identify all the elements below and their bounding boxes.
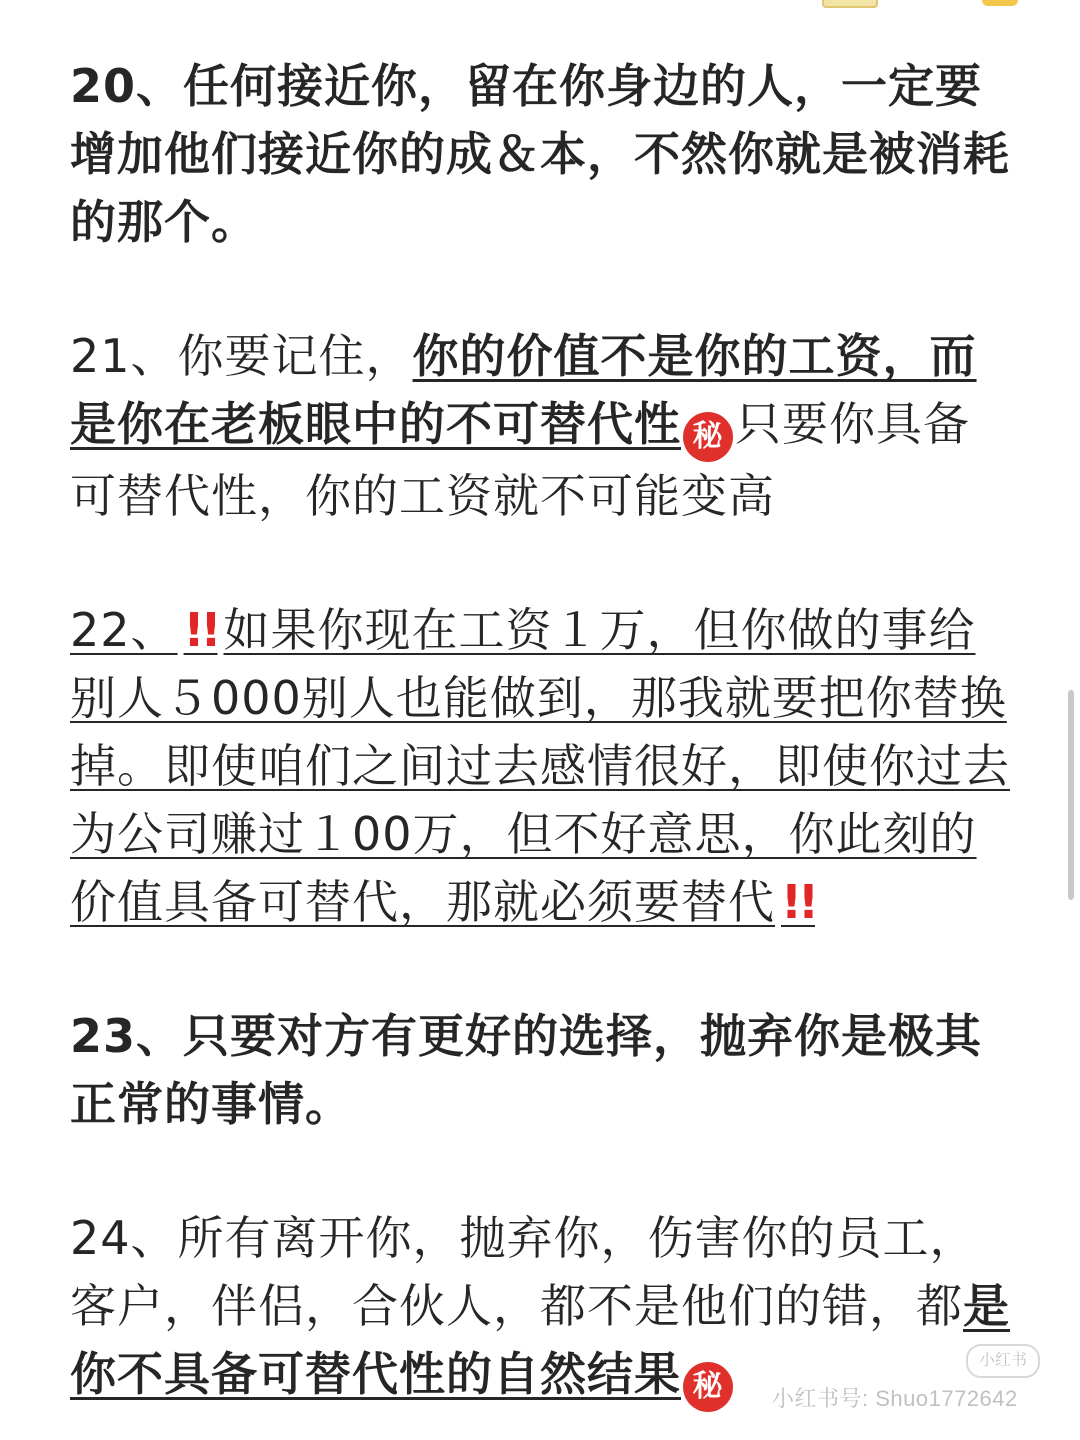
watermark-text: 小红书号: Shuo1772642 — [772, 1386, 1018, 1411]
paragraph-22-body: 如果你现在工资１万，但你做的事给别人５000别人也能做到，那我就要把你替换掉。即使咱们之间过去感情很好，即使你过去为公司赚过１00万，但不好意思，你此刻的价值具备可替代，那就必须要替代 — [70, 603, 1010, 929]
top-edge-emoji-fragment — [982, 0, 1018, 6]
paragraph-21-tail: 只要你具备可替代性，你的工资就不可能变高 — [70, 397, 970, 523]
paragraph-23: 23、只要对方有更好的选择，抛弃你是极其正常的事情。 — [70, 1009, 983, 1131]
watermark-logo: 小红书 — [966, 1344, 1040, 1378]
top-edge-icon-fragment — [822, 0, 878, 8]
paragraph-20: 20、任何接近你，留在你身边的人，一定要增加他们接近你的成＆本，不然你就是被消耗的那个。 — [70, 59, 1010, 249]
paragraph-21 — [70, 322, 1010, 530]
secret-badge-icon: 秘 — [683, 412, 733, 462]
paragraph-24-underlined: 是你不具备可替代性的自然结果 — [70, 1279, 1010, 1401]
secret-badge-icon: 秘 — [683, 1362, 733, 1412]
paragraph-22 — [70, 596, 1010, 936]
paragraph-21-lead: 21、你要记住， — [70, 329, 413, 383]
double-exclamation-icon: !! — [183, 603, 218, 657]
paragraph-24-lead: 24、所有离开你，抛弃你，伤害你的员工，客户，伴侣，合伙人，都不是他们的错，都 — [70, 1211, 977, 1333]
double-exclamation-icon: !! — [781, 875, 815, 929]
note-body — [70, 52, 1010, 1412]
scrollbar[interactable] — [1068, 690, 1074, 900]
paragraph-24 — [70, 1204, 1010, 1412]
paragraph-22-lead: 22、 — [70, 603, 178, 657]
paragraph-21-underlined: 你的价值不是你的工资，而是你在老板眼中的不可替代性 — [70, 329, 977, 451]
